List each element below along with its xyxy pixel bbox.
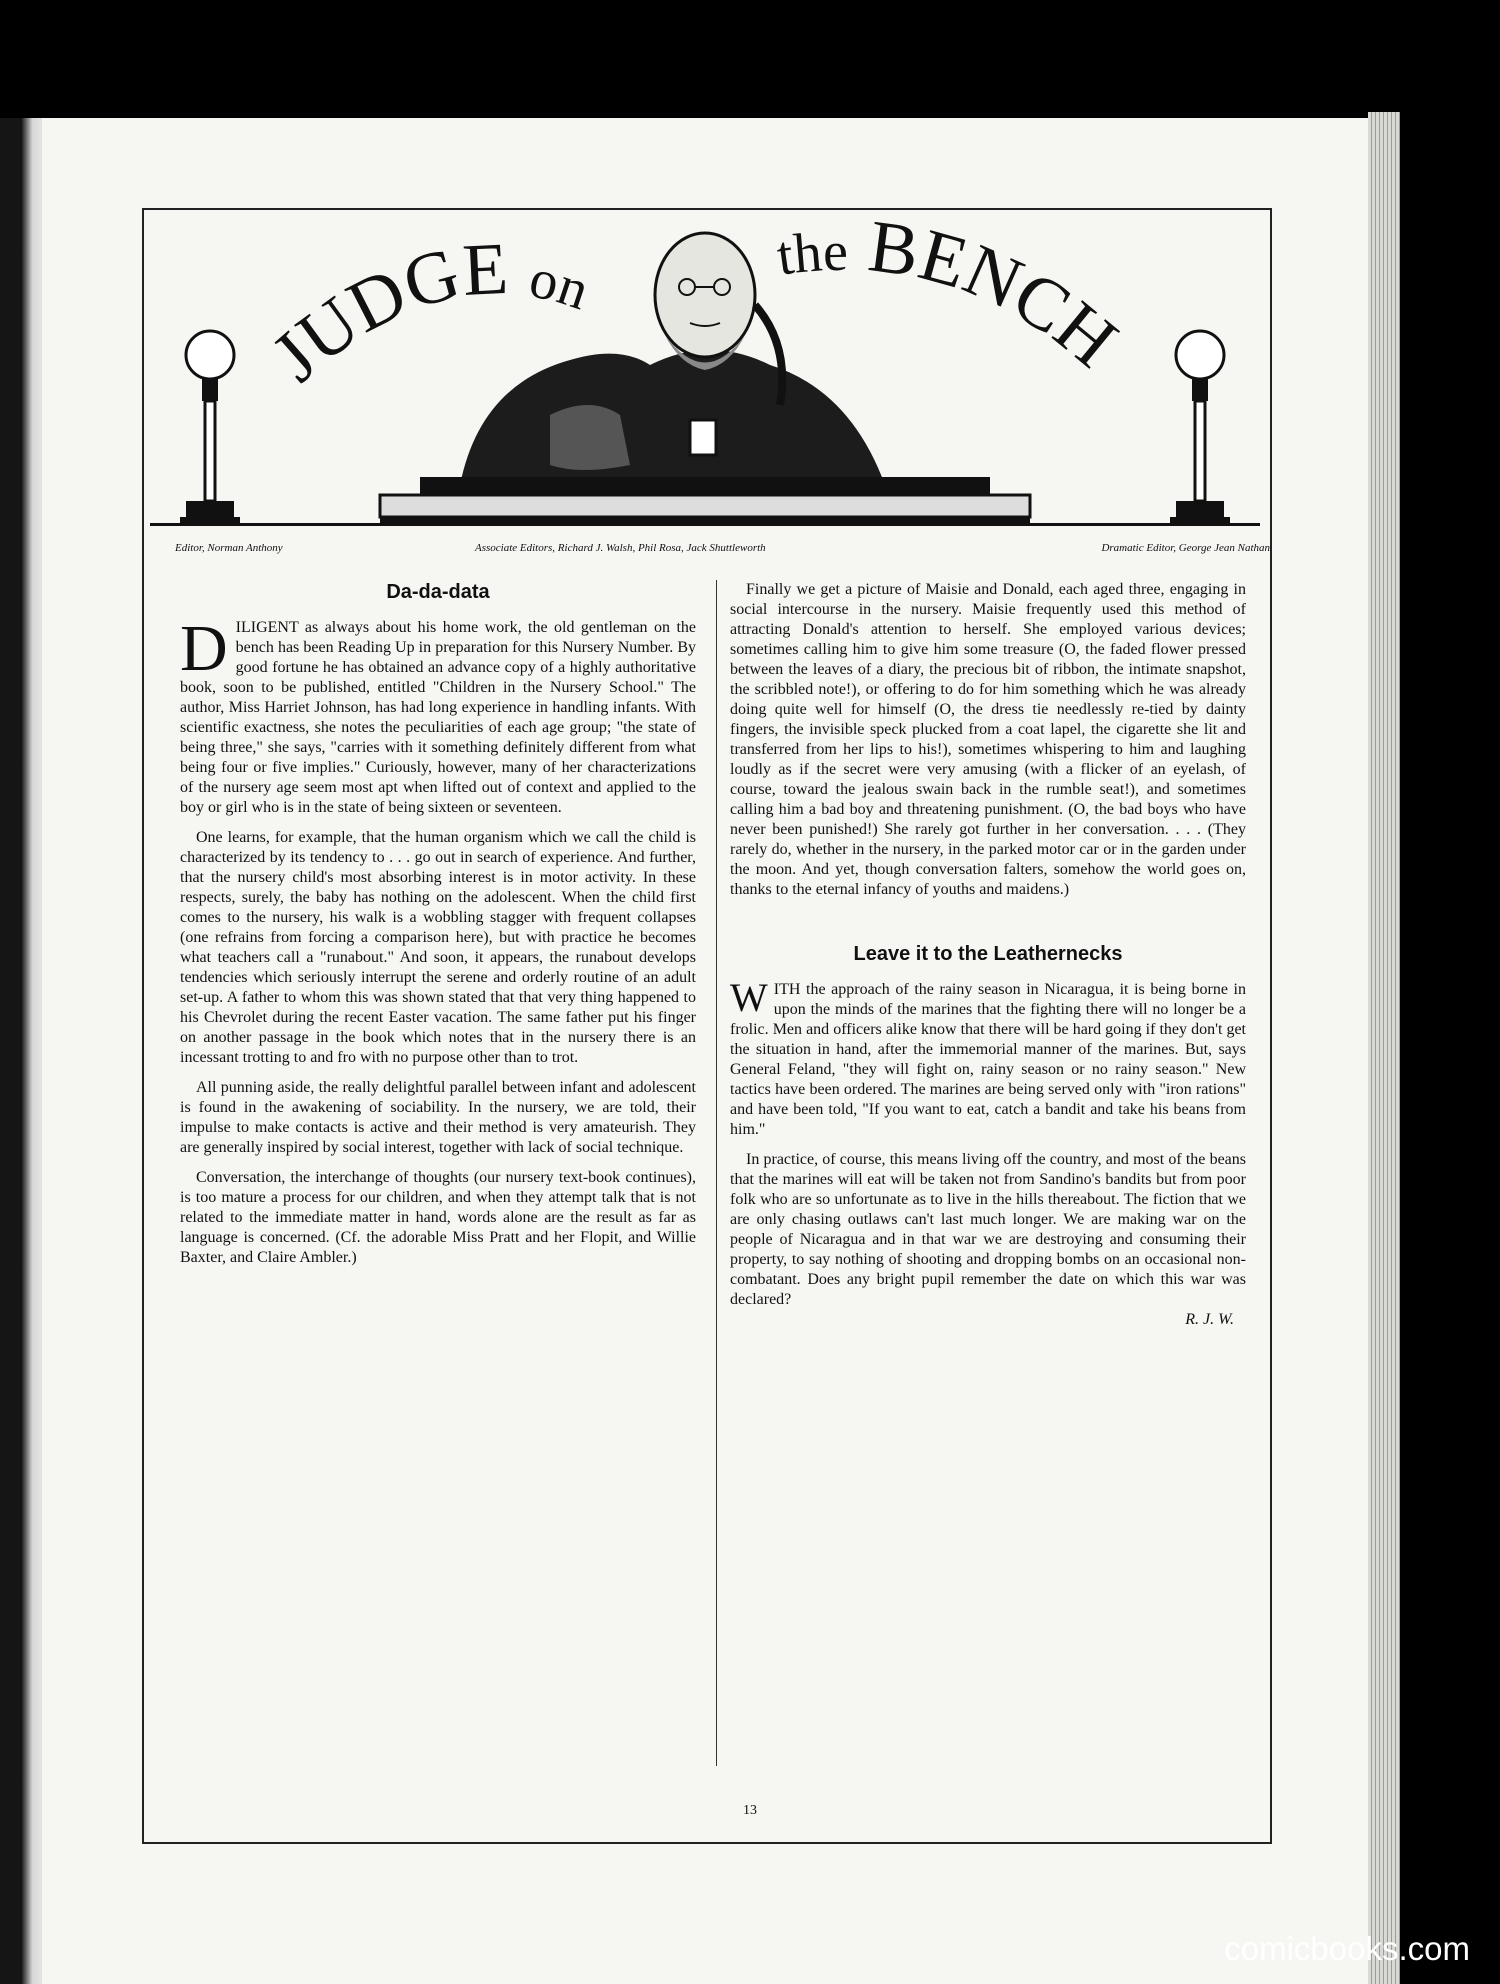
article2-p1-text: ITH the approach of the rainy season in Nicaragua, it is being borne in upon the minds of the marines that the fighting there will no longer be a frolic. Men and officers alike know that there will be hard going if they don't get the situation in hand, after the immemorial manner of the marines. But, says General Feland, "they will fight on, rainy season or no rainy season." New tactics have been ordered. The marines are being served only with "iron rations" and have been told, "If you want to eat, catch a bandit and take his beans from him." (730, 981, 1246, 1138)
article1-paragraph (180, 612, 696, 818)
drop-cap: D (180, 612, 228, 685)
column-rule (716, 580, 717, 1766)
judge-bench (150, 477, 1260, 526)
page-number: 13 (743, 1803, 757, 1818)
article2-paragraph: In practice, of course, this means living off the country, and most of the beans that the marines will eat will be taken not from Sandino's bandits but from poor folk who are so unfortunate as to live in the hills thereabout. The fiction that we are only chasing outlaws can't last much longer. We are making war on the people of Nicaragua and in that war we are destroying and consuming their property, to say nothing of shooting and dropping bombs on an occasional non-combatant. Does any bright pupil remember the date on which this war was declared? (730, 1151, 1246, 1308)
article2-paragraph (730, 975, 1246, 1140)
staff-credits (175, 542, 1270, 560)
editor-credit: Editor, Norman Anthony (175, 542, 283, 554)
article1-paragraph: All punning aside, the really delightful parallel between infant and adolescent is found in the awakening of sociability. In the nursery, we are told, their impulse to make contacts is active and their method is very amateurish. They are generally inspired by social interest, together with lack of social technique. (180, 1079, 696, 1156)
masthead-illustration (150, 215, 1260, 540)
title-judge-on: JUDGE on (257, 227, 597, 398)
associate-editors-credit: Associate Editors, Richard J. Walsh, Phil Rosa, Jack Shuttleworth (475, 542, 766, 554)
dramatic-editor-credit: Dramatic Editor, George Jean Nathan (1101, 542, 1270, 554)
article1-paragraph: Conversation, the interchange of thoughts (our nursery text-book continues), is too mature a process for our children, and when they attempt talk that is not related to the immediate matter in hand, words alone are the result as far as language is concerned. (Cf. the adorable Miss Pratt and her Flopit, and Willie Baxter, and Claire Ambler.) (180, 1169, 696, 1266)
article1-paragraph: Finally we get a picture of Maisie and Donald, each aged three, engaging in social intercourse in the nursery. Maisie frequently used this method of attracting Donald's attention to herself. She employed various devices; sometimes calling him to give him some treasure (O, the faded flower pressed between the leaves of a diary, the precious bit of ribbon, the intimate snapshot, the scribbled note!), or offering to do for him something which he was already doing quite well for himself (O, the dress tie needlessly re-tied by dainty fingers, the invisible speck plucked from a coat lapel, the cigarette she lit and transferred from her lips to his!), sometimes whispering to him and laughing loudly as if the secret were very amusing (with a flicker of an eyelash, of course, toward the jealous swain back in the rumble seat!), and sometimes calling him a bad boy and threatening punishment. (O, the bad boys who have never been punished!) She rarely got further in her conversation. . . . (They rarely do, whether in the nursery, in the parked motor car or in the garden under the moon. And yet, though conversation falters, somehow the world goes on, thanks to the eternal infancy of youths and maidens.) (730, 581, 1246, 898)
right-column (730, 580, 1246, 1330)
title-the-bench: the BENCH (773, 215, 1133, 384)
author-signature: R. J. W. (1185, 1311, 1234, 1328)
drop-cap: W (730, 975, 768, 1020)
right-lamp-post (1170, 331, 1230, 523)
article1-paragraph: One learns, for example, that the human organism which we call the child is characterized by its tendency to . . . go out in search of experience. And further, that the nursery child's most absorbing interest is in motor activity. In these respects, surely, the baby has nothing on the adolescent. When the child first comes to the nursery, his walk is a wobbling stagger with frequent collapses (one refrains from forcing a comparison here), but with practice he becomes what teachers call a "runabout." And soon, it appears, the runabout develops tendencies which seriously interrupt the serene and orderly routine of an adult set-up. A father to whom this was shown stated that that very thing happened to his Chevrolet during the recent Easter vacation. The same father put his finger on another passage in the book which notes that in the nursery there is an incessant trotting to and fro with no purpose other than to trot. (180, 829, 696, 1066)
article-heading-leathernecks: Leave it to the Leathernecks (853, 943, 1123, 965)
left-column (180, 580, 696, 1268)
page-stack-edge (1368, 112, 1400, 1984)
left-lamp-post (180, 331, 240, 523)
site-watermark: comicbooks.com (1224, 1930, 1470, 1967)
article1-p1-text: ILIGENT as always about his home work, the old gentleman on the bench has been Reading Up in preparation for this Nursery Number. By good fortune he has obtained an advance copy of a highly authoritative book, soon to be published, entitled "Children in the Nursery School." The author, Miss Harriet Johnson, has had long experience in handling infants. With scientific exactness, she notes the peculiarities of each age group; "the state of being three," she says, "carries with it something definitely different from what being four or five implies." Curiously, however, many of her characterizations of the nursery age seem most apt when lifted out of context and applied to the boy or girl who is in the state of being sixteen or seventeen. (180, 619, 696, 816)
article-heading-dadadata: Da-da-data (386, 581, 490, 603)
